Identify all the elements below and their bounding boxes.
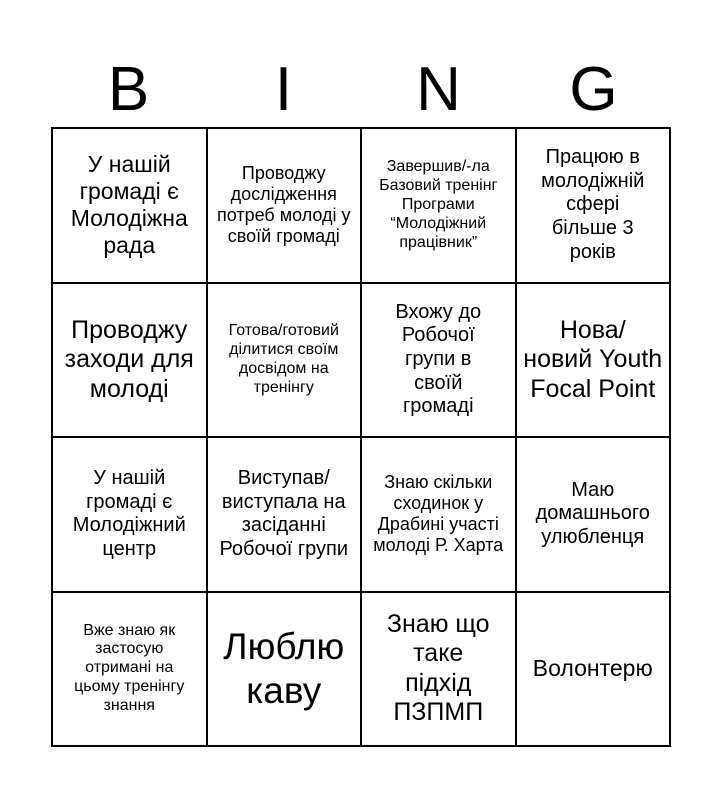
bingo-cell[interactable] bbox=[53, 593, 208, 748]
bingo-cell[interactable] bbox=[208, 284, 363, 439]
cell-text: Маю домашнього улюбленця bbox=[535, 478, 650, 549]
bingo-cell[interactable] bbox=[517, 438, 672, 593]
header-letter-g: G bbox=[569, 55, 618, 124]
bingo-cell[interactable] bbox=[362, 438, 517, 593]
bingo-cell[interactable] bbox=[208, 593, 363, 748]
bingo-cell[interactable] bbox=[517, 593, 672, 748]
bingo-cell[interactable] bbox=[362, 284, 517, 439]
bingo-cell[interactable] bbox=[53, 438, 208, 593]
cell-text: Нова/ новий Youth Focal Point bbox=[523, 315, 663, 403]
bingo-cell[interactable] bbox=[53, 284, 208, 439]
cell-text: Завершив/-ла Базовий тренінг Програми “Молодіжний працівник” bbox=[379, 158, 498, 251]
bingo-cell[interactable] bbox=[362, 129, 517, 284]
bingo-cell[interactable] bbox=[517, 284, 672, 439]
bingo-cell[interactable] bbox=[362, 593, 517, 748]
cell-text: У нашій громаді є Молодіжна рада bbox=[70, 151, 188, 259]
cell-text: Працюю в молодіжній сфері більше 3 років bbox=[541, 146, 645, 263]
bingo-grid bbox=[51, 127, 671, 747]
bingo-cell[interactable] bbox=[208, 129, 363, 284]
cell-text: Знаю що таке підхід ПЗПМП bbox=[386, 609, 490, 727]
header-letter-b: B bbox=[107, 55, 150, 124]
cell-text: Знаю скільки сходинок у Драбині участі молоді Р. Харта bbox=[373, 471, 504, 556]
cell-text: Виступав/ виступала на засіданні Робочої групи bbox=[219, 467, 349, 560]
cell-text: У нашій громаді є Молодіжний центр bbox=[72, 467, 186, 560]
bingo-header bbox=[51, 52, 671, 128]
cell-text: Проводжу дослідження потреб молоді у своїй громаді bbox=[216, 162, 351, 247]
cell-text: Люблю каву bbox=[223, 626, 345, 711]
cell-text: Вхожу до Робочої групи в своїй громаді bbox=[395, 300, 482, 418]
bingo-cell[interactable] bbox=[208, 438, 363, 593]
cell-text: Вже знаю як застосую отримані на цьому тренінгу знання bbox=[74, 621, 185, 715]
cell-text: Проводжу заходи для молоді bbox=[64, 315, 194, 403]
cell-text: Волонтерю bbox=[532, 655, 653, 682]
header-letter-i: I bbox=[274, 55, 293, 124]
header-letter-n: N bbox=[416, 55, 461, 124]
bingo-cell[interactable] bbox=[53, 129, 208, 284]
bingo-cell[interactable] bbox=[517, 129, 672, 284]
cell-text: Готова/готовий ділитися своїм досвідом на тренінгу bbox=[228, 322, 339, 396]
